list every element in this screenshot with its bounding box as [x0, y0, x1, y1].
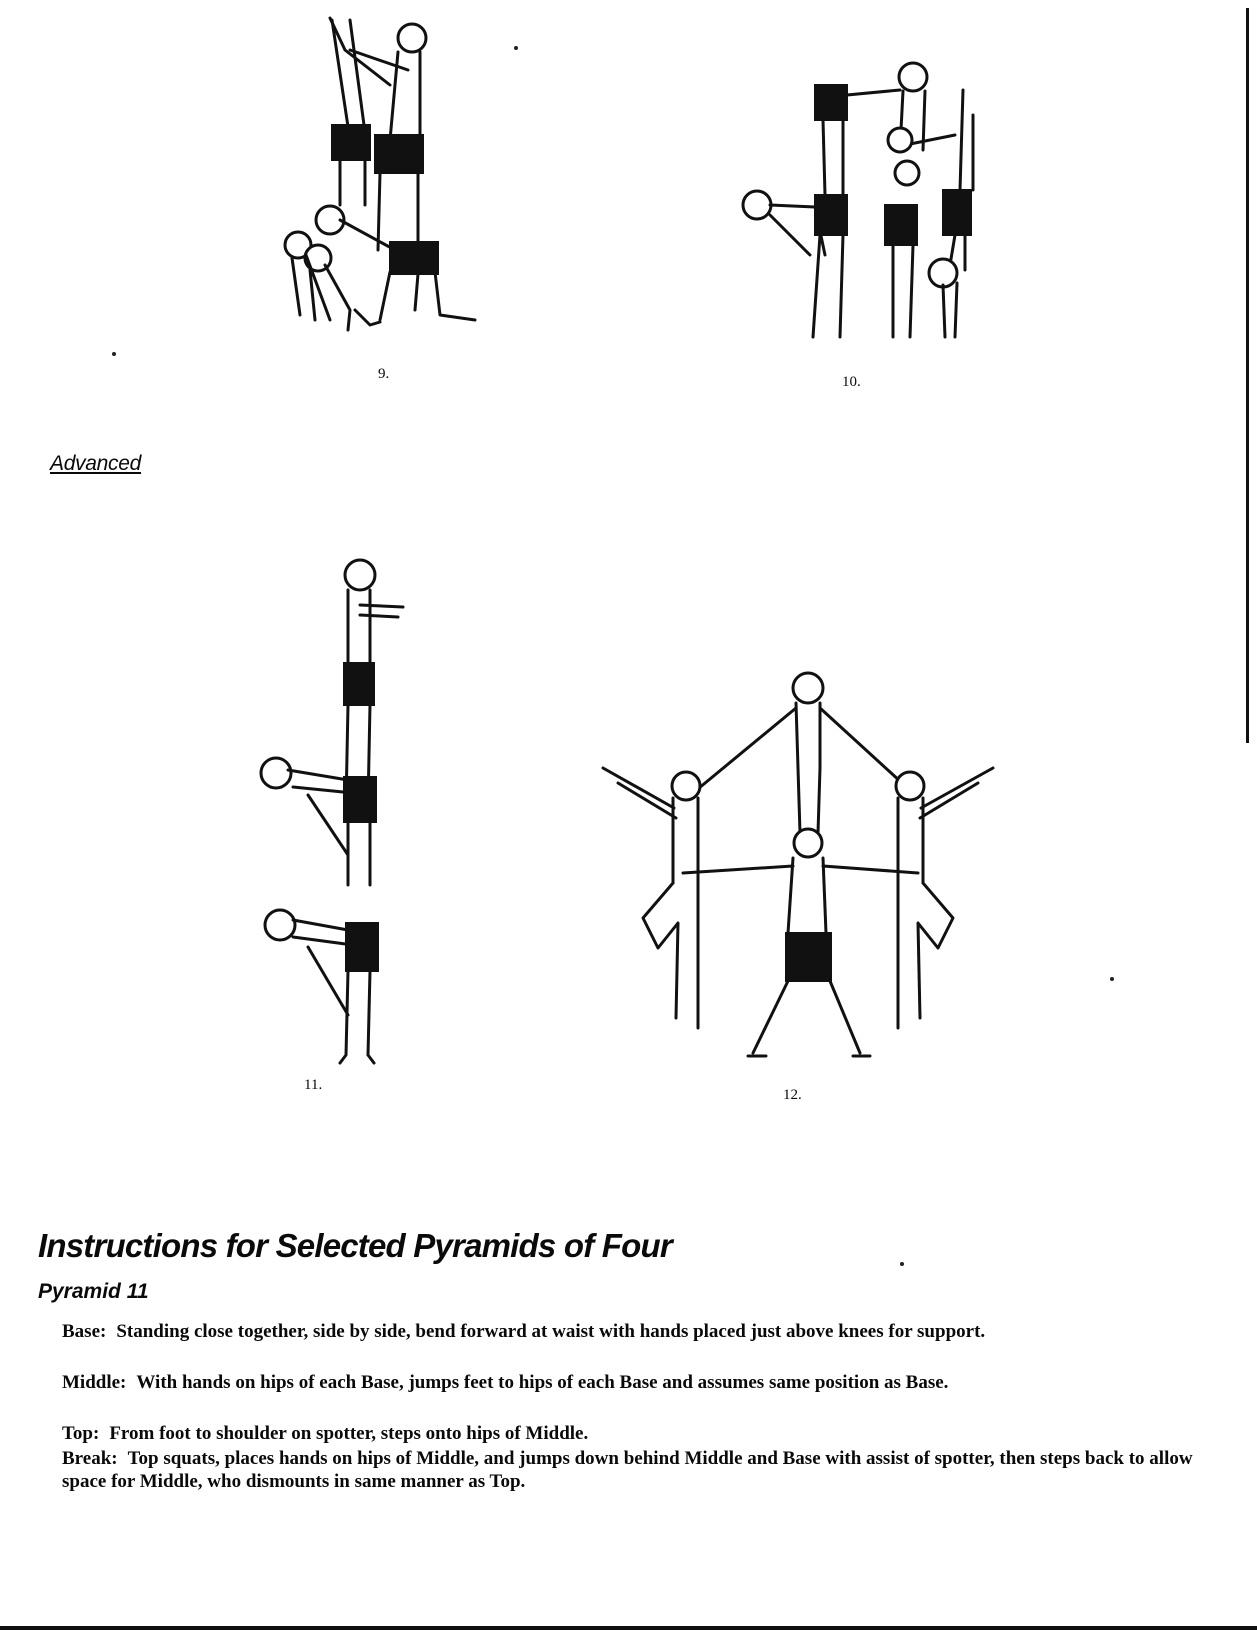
instruction-base [62, 1320, 1197, 1343]
bottom-border-line [0, 1626, 1257, 1630]
instruction-base-term: Base: [62, 1321, 107, 1342]
speck [900, 1262, 904, 1266]
figure-9-number: 9. [378, 366, 390, 382]
instruction-top-text: From foot to shoulder on spotter, steps onto hips of Middle. [109, 1423, 589, 1444]
instruction-break-term: Break: [62, 1448, 118, 1469]
figure-11-number: 11. [304, 1077, 323, 1093]
figure-9-illustration [270, 10, 500, 350]
instruction-base-text: Standing close together, side by side, bend forward at waist with hands placed just above knees for support. [116, 1321, 986, 1342]
figure-10-number: 10. [842, 374, 861, 390]
instruction-top-term: Top: [62, 1423, 100, 1444]
instruction-middle-term: Middle: [62, 1372, 127, 1393]
figure-11-illustration [248, 555, 418, 1065]
figure-12-number: 12. [783, 1087, 802, 1103]
figure-12-illustration [598, 668, 998, 1068]
instruction-top [62, 1422, 1197, 1445]
heading: Instructions for Selected Pyramids of Four [38, 1227, 672, 1264]
speck [112, 352, 116, 356]
instruction-middle [62, 1371, 1197, 1394]
instruction-break-text: Top squats, places hands on hips of Middle, and jumps down behind Middle and Base with assist of spotter, then steps back to allow space for Middle, who dismounts in same manner as Top. [62, 1448, 1193, 1492]
instruction-break [62, 1447, 1197, 1493]
subheading: Pyramid 11 [38, 1280, 149, 1303]
section-label-advanced: Advanced [50, 452, 142, 475]
figure-10-illustration [715, 55, 1015, 345]
speck [1110, 977, 1114, 981]
instruction-middle-text: With hands on hips of each Base, jumps feet to hips of each Base and assumes same position as Base. [136, 1372, 949, 1393]
speck [514, 46, 518, 50]
right-border-line [1246, 8, 1249, 743]
